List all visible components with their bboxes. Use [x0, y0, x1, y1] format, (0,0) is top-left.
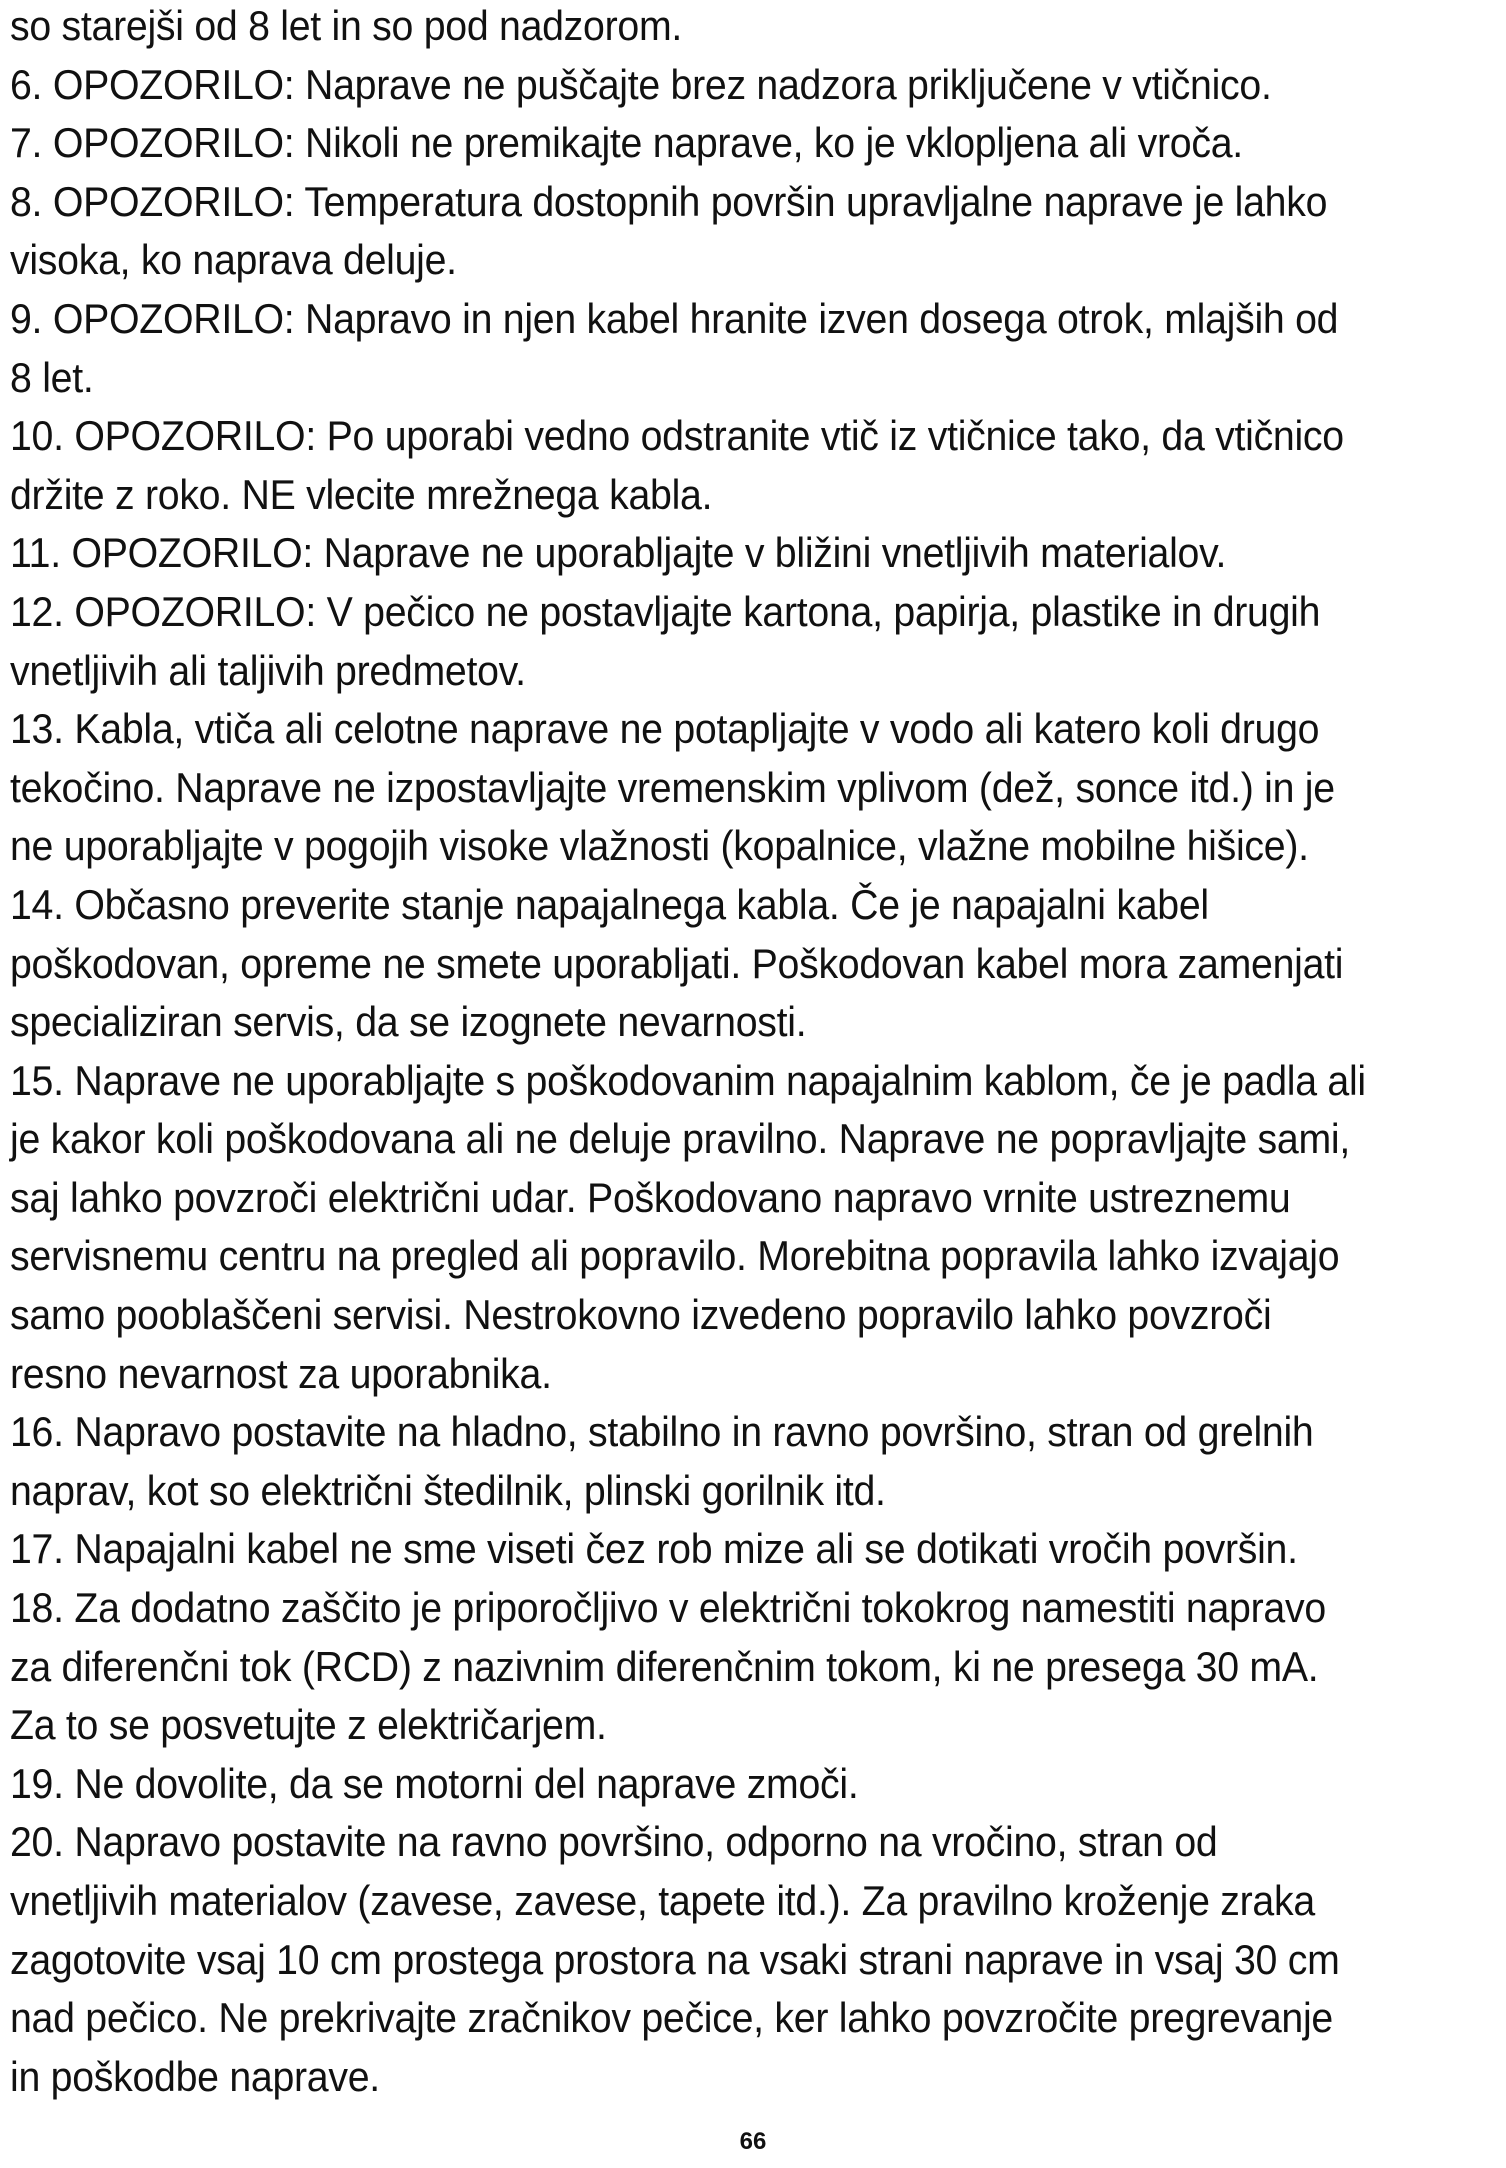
text-line: 15. Naprave ne uporabljajte s poškodovanim napajalnim kablom, če je padla ali — [10, 1056, 1366, 1104]
text-line: je kakor koli poškodovana ali ne deluje pravilno. Naprave ne popravljajte sami, — [10, 1115, 1350, 1163]
text-line: saj lahko povzroči električni udar. Poškodovano napravo vrnite ustreznemu — [10, 1173, 1291, 1221]
text-line: 8 let. — [10, 353, 94, 401]
text-line: 20. Napravo postavite na ravno površino, odporno na vročino, stran od — [10, 1818, 1218, 1866]
text-line: 17. Napajalni kabel ne sme viseti čez rob mize ali se dotikati vročih površin. — [10, 1525, 1298, 1573]
text-line: držite z roko. NE vlecite mrežnega kabla. — [10, 470, 713, 518]
text-line: 12. OPOZORILO: V pečico ne postavljajte kartona, papirja, plastike in drugih — [10, 587, 1321, 635]
text-line: zagotovite vsaj 10 cm prostega prostora na vsaki strani naprave in vsaj 30 cm — [10, 1935, 1340, 1983]
text-line: visoka, ko naprava deluje. — [10, 236, 457, 284]
text-line: za diferenčni tok (RCD) z nazivnim diferenčnim tokom, ki ne presega 30 mA. — [10, 1642, 1319, 1690]
text-line: servisnemu centru na pregled ali popravilo. Morebitna popravila lahko izvajajo — [10, 1232, 1340, 1280]
text-line: 16. Napravo postavite na hladno, stabilno in ravno površino, stran od grelnih — [10, 1408, 1314, 1456]
text-line: ne uporabljajte v pogojih visoke vlažnosti (kopalnice, vlažne mobilne hišice). — [10, 822, 1309, 870]
text-line: nad pečico. Ne prekrivajte zračnikov pečice, ker lahko povzročite pregrevanje — [10, 1994, 1333, 2042]
text-line: Za to se posvetujte z električarjem. — [10, 1701, 607, 1749]
text-line: naprav, kot so električni štedilnik, plinski gorilnik itd. — [10, 1466, 886, 1514]
text-line: 19. Ne dovolite, da se motorni del naprave zmoči. — [10, 1759, 859, 1807]
text-line: resno nevarnost za uporabnika. — [10, 1349, 552, 1397]
text-line: in poškodbe naprave. — [10, 2052, 380, 2100]
text-line: 18. Za dodatno zaščito je priporočljivo v električni tokokrog namestiti napravo — [10, 1584, 1326, 1632]
text-line: 11. OPOZORILO: Naprave ne uporabljajte v bližini vnetljivih materialov. — [10, 529, 1227, 577]
text-line: vnetljivih materialov (zavese, zavese, tapete itd.). Za pravilno kroženje zraka — [10, 1877, 1315, 1924]
text-line: 6. OPOZORILO: Naprave ne puščajte brez nadzora priključene v vtičnico. — [10, 60, 1272, 108]
text-line: 7. OPOZORILO: Nikoli ne premikajte naprave, ko je vklopljena ali vroča. — [10, 119, 1243, 167]
text-line: 13. Kabla, vtiča ali celotne naprave ne potapljajte v vodo ali katero koli drugo — [10, 705, 1320, 753]
text-line: samo pooblaščeni servisi. Nestrokovno izvedeno popravilo lahko povzroči — [10, 1291, 1272, 1339]
text-line: 8. OPOZORILO: Temperatura dostopnih površin upravljalne naprave je lahko — [10, 177, 1328, 225]
text-line: specializiran servis, da se izognete nevarnosti. — [10, 998, 807, 1046]
page-number: 66 — [739, 2128, 767, 2155]
text-line: poškodovan, opreme ne smete uporabljati. Poškodovan kabel mora zamenjati — [10, 939, 1344, 987]
manual-page — [10, 0, 1500, 2168]
safety-instructions-text — [10, 0, 1500, 2106]
text-line: vnetljivih ali taljivih predmetov. — [10, 646, 526, 694]
text-line: tekočino. Naprave ne izpostavljajte vremenskim vplivom (dež, sonce itd.) in je — [10, 763, 1335, 811]
text-line: so starejši od 8 let in so pod nadzorom. — [10, 2, 683, 49]
text-line: 9. OPOZORILO: Napravo in njen kabel hranite izven dosega otrok, mlajših od — [10, 294, 1339, 342]
text-line: 14. Občasno preverite stanje napajalnega kabla. Če je napajalni kabel — [10, 880, 1209, 928]
text-line: 10. OPOZORILO: Po uporabi vedno odstranite vtič iz vtičnice tako, da vtičnico — [10, 412, 1344, 460]
